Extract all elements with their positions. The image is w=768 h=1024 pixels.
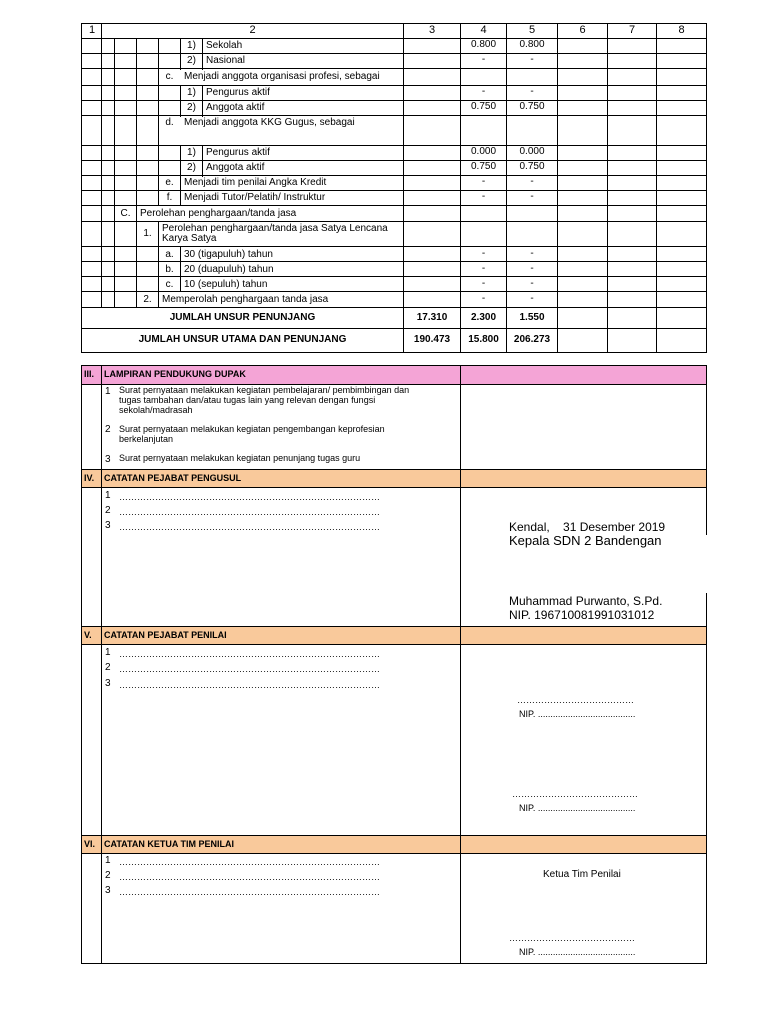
attachment-text: Surat pernyataan melakukan kegiatan pengembangan keprofesian xyxy=(119,424,385,434)
row-c4: - xyxy=(481,248,486,259)
section3-number: III. xyxy=(84,369,95,379)
col-header-4: 4 xyxy=(480,24,487,36)
note-line-number: 1 xyxy=(105,855,111,866)
row-c5: - xyxy=(530,293,534,304)
row-label: 30 (tigapuluh) tahun xyxy=(184,249,273,260)
row-c4: 0.800 xyxy=(470,39,497,50)
row-num: C. xyxy=(120,208,131,219)
row-label: Anggota aktif xyxy=(206,102,265,113)
row-c4: - xyxy=(481,86,486,97)
signature-place-date: Kendal, 31 Desember 2019 xyxy=(509,520,666,534)
row-c5: - xyxy=(530,263,534,274)
row-num: c. xyxy=(165,71,174,82)
col-header-3: 3 xyxy=(428,24,436,36)
signature-line: …………………………………… xyxy=(512,789,638,799)
attachment-number: 2 xyxy=(105,424,111,435)
note-line: …………………………………………………………………………… xyxy=(119,887,380,897)
row-c4: - xyxy=(481,54,486,65)
total-all-c5: 206.273 xyxy=(513,334,551,345)
row-label: Perolehan penghargaan/tanda jasa Satya Lencana xyxy=(162,223,388,234)
row-num: 2) xyxy=(187,55,196,66)
note-line-number: 3 xyxy=(105,520,111,531)
row-num: f. xyxy=(166,192,173,203)
note-line-number: 3 xyxy=(105,678,111,689)
col-header-5: 5 xyxy=(528,24,536,36)
section3-title: LAMPIRAN PENDUKUNG DUPAK xyxy=(104,369,246,379)
row-c4: - xyxy=(481,191,486,202)
row-label: Perolehan penghargaan/tanda jasa xyxy=(140,208,297,219)
row-num: 1) xyxy=(187,147,196,158)
signature-name: Muhammad Purwanto, S.Pd. xyxy=(509,594,663,608)
row-num: d. xyxy=(165,117,174,128)
row-c5: - xyxy=(530,86,534,97)
row-c4: - xyxy=(481,263,486,274)
row-label: Nasional xyxy=(206,55,245,66)
signature-line: ………………………………… xyxy=(517,695,634,705)
row-c4: 0.750 xyxy=(470,101,497,112)
total-penunjang-c3: 17.310 xyxy=(416,312,448,323)
row-c5: 0.800 xyxy=(519,39,545,50)
note-line-number: 2 xyxy=(105,505,111,516)
attachment-number: 1 xyxy=(105,386,111,397)
note-line-number: 2 xyxy=(105,870,111,881)
row-c5: 0.000 xyxy=(519,146,545,157)
row-label: Pengurus aktif xyxy=(206,147,270,158)
row-num: 2) xyxy=(187,162,196,173)
row-num: 1) xyxy=(187,40,196,51)
row-label: 20 (duapuluh) tahun xyxy=(184,264,274,275)
row-c4: - xyxy=(481,278,486,289)
signature-line: …………………………………… xyxy=(509,933,635,943)
total-penunjang-c5: 1.550 xyxy=(519,312,545,323)
row-label: Anggota aktif xyxy=(206,162,265,173)
section6-title: CATATAN KETUA TIM PENILAI xyxy=(104,839,234,849)
section6-number: VI. xyxy=(84,839,96,849)
row-num: b. xyxy=(165,264,174,275)
col-header-7: 7 xyxy=(628,24,636,36)
row-num: 1) xyxy=(187,87,196,98)
row-num: a. xyxy=(165,249,174,260)
note-line-number: 3 xyxy=(105,885,111,896)
row-c4: - xyxy=(481,293,486,304)
section5-number: V. xyxy=(84,630,92,640)
row-label: 10 (sepuluh) tahun xyxy=(184,279,268,290)
attachment-number: 3 xyxy=(105,454,111,465)
attachment-text: berkelanjutan xyxy=(119,434,174,444)
row-c5: - xyxy=(530,248,534,259)
row-num: 2. xyxy=(143,294,152,305)
row-c5: - xyxy=(530,191,534,202)
row-label: Pengurus aktif xyxy=(206,87,270,98)
attachment-text: Surat pernyataan melakukan kegiatan pembelajaran/ pembimbingan dan xyxy=(119,385,410,395)
row-c5: 0.750 xyxy=(519,161,545,172)
note-line: …………………………………………………………………………… xyxy=(119,507,380,517)
col-header-2: 2 xyxy=(249,24,256,36)
total-all-c4: 15.800 xyxy=(468,334,499,345)
row-c5: - xyxy=(530,176,534,187)
note-line: …………………………………………………………………………… xyxy=(119,522,380,532)
attachment-text: tugas tambahan dan/atau tugas lain yang relevan dengan fungsi xyxy=(119,395,376,405)
total-all-label: JUMLAH UNSUR UTAMA DAN PENUNJANG xyxy=(138,334,347,345)
note-line-number: 1 xyxy=(105,490,111,501)
note-line: …………………………………………………………………………… xyxy=(119,872,380,882)
row-label: Menjadi tim penilai Angka Kredit xyxy=(184,177,327,188)
section5-title: CATATAN PEJABAT PENILAI xyxy=(104,630,227,640)
row-label: Memperolah penghargaan tanda jasa xyxy=(162,294,329,305)
row-c4: 0.750 xyxy=(470,161,497,172)
row-num: 2) xyxy=(187,102,196,113)
col-header-1: 1 xyxy=(88,24,96,36)
signature-position: Kepala SDN 2 Bandengan xyxy=(509,533,662,548)
note-line: …………………………………………………………………………… xyxy=(119,857,380,867)
signature-nip: NIP. 196710081991031012 xyxy=(509,608,655,622)
row-c5: 0.750 xyxy=(519,101,545,112)
total-all-c3: 190.473 xyxy=(413,334,451,345)
row-label: Menjadi Tutor/Pelatih/ Instruktur xyxy=(184,192,326,203)
row-c5: - xyxy=(530,54,534,65)
note-line: …………………………………………………………………………… xyxy=(119,492,380,502)
total-penunjang-c4: 2.300 xyxy=(470,312,497,323)
note-line: …………………………………………………………………………… xyxy=(119,649,380,659)
signature-nip: NIP. ....................................... xyxy=(519,709,636,719)
row-c5: - xyxy=(530,278,534,289)
signature-nip: NIP. ....................................... xyxy=(519,947,636,957)
note-line: …………………………………………………………………………… xyxy=(119,664,380,674)
section4-title: CATATAN PEJABAT PENGUSUL xyxy=(104,473,242,483)
signature-role: Ketua Tim Penilai xyxy=(543,869,621,880)
row-num: e. xyxy=(165,177,174,188)
note-line: …………………………………………………………………………… xyxy=(119,680,380,690)
note-line-number: 1 xyxy=(105,647,111,658)
row-c4: - xyxy=(481,176,486,187)
row-label: Menjadi anggota KKG Gugus, sebagai xyxy=(184,117,355,128)
row-label: Sekolah xyxy=(206,40,243,51)
col-header-8: 8 xyxy=(678,24,685,36)
row-num: 1. xyxy=(143,228,152,239)
total-penunjang-label: JUMLAH UNSUR PENUNJANG xyxy=(169,312,316,323)
attachment-text: sekolah/madrasah xyxy=(119,405,193,415)
col-header-6: 6 xyxy=(579,24,586,36)
row-c4: 0.000 xyxy=(470,146,497,157)
section4-number: IV. xyxy=(84,473,95,483)
signature-nip: NIP. ....................................... xyxy=(519,803,636,813)
row-label-cont: Karya Satya xyxy=(162,233,217,244)
note-line-number: 2 xyxy=(105,662,111,673)
attachment-text: Surat pernyataan melakukan kegiatan penunjang tugas guru xyxy=(119,453,361,463)
row-num: c. xyxy=(165,279,174,290)
row-label: Menjadi anggota organisasi profesi, sebagai xyxy=(184,71,380,82)
